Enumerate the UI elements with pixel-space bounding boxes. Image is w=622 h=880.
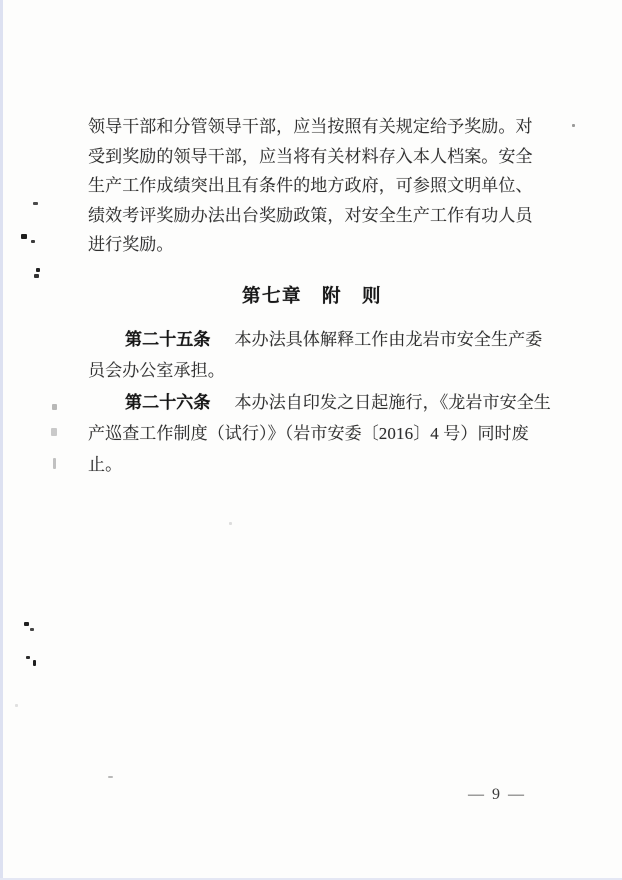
scan-speck (108, 776, 113, 778)
article-25-term: 第二十五条 (125, 330, 211, 349)
scan-speck (31, 240, 35, 243)
scan-speck (572, 124, 575, 127)
text-line (88, 387, 551, 418)
article-25 (88, 324, 543, 386)
scan-speck (21, 234, 27, 239)
scan-speck (34, 274, 39, 278)
scan-speck (52, 404, 57, 410)
scan-speck (229, 522, 232, 525)
text-line: 生产工作成绩突出且有条件的地方政府，可参照文明单位、 (88, 176, 533, 195)
article-26-text: 本办法自印发之日起施行，《龙岩市安全生 (234, 393, 551, 412)
article-26-term: 第二十六条 (125, 393, 211, 412)
scan-speck (26, 656, 30, 659)
scan-speck (53, 458, 56, 469)
text-line: 止。 (88, 455, 123, 474)
text-line: 受到奖励的领导干部，应当将有关材料存入本人档案。安全 (88, 146, 533, 166)
scan-edge-left (0, 0, 3, 880)
text-line: 产巡查工作制度（试行）》（岩市安委〔2016〕4 号）同时废 (88, 424, 529, 443)
text-line: 领导干部和分管领导干部，应当按照有关规定给予奖励。对 (88, 117, 533, 136)
page-number: — 9 — (468, 786, 526, 803)
text-line: 进行奖励。 (88, 235, 174, 254)
article-25-text: 本办法具体解释工作由龙岩市安全生产委 (234, 330, 543, 349)
chapter-heading-row (88, 282, 536, 312)
scan-speck (51, 428, 57, 436)
scan-speck (24, 622, 29, 626)
body-paragraph (88, 112, 536, 260)
text-line: 绩效考评奖励办法出台奖励政策，对安全生产工作有功人员 (88, 205, 533, 225)
chapter-heading: 第七章 附 则 (241, 287, 382, 307)
scan-speck (33, 660, 36, 666)
scan-speck (15, 704, 18, 707)
text-line (88, 324, 543, 355)
scan-speck (36, 268, 40, 272)
scan-speck (30, 628, 34, 631)
article-26 (88, 387, 551, 480)
text-line: 员会办公室承担。 (88, 361, 225, 380)
scan-speck (33, 202, 38, 205)
